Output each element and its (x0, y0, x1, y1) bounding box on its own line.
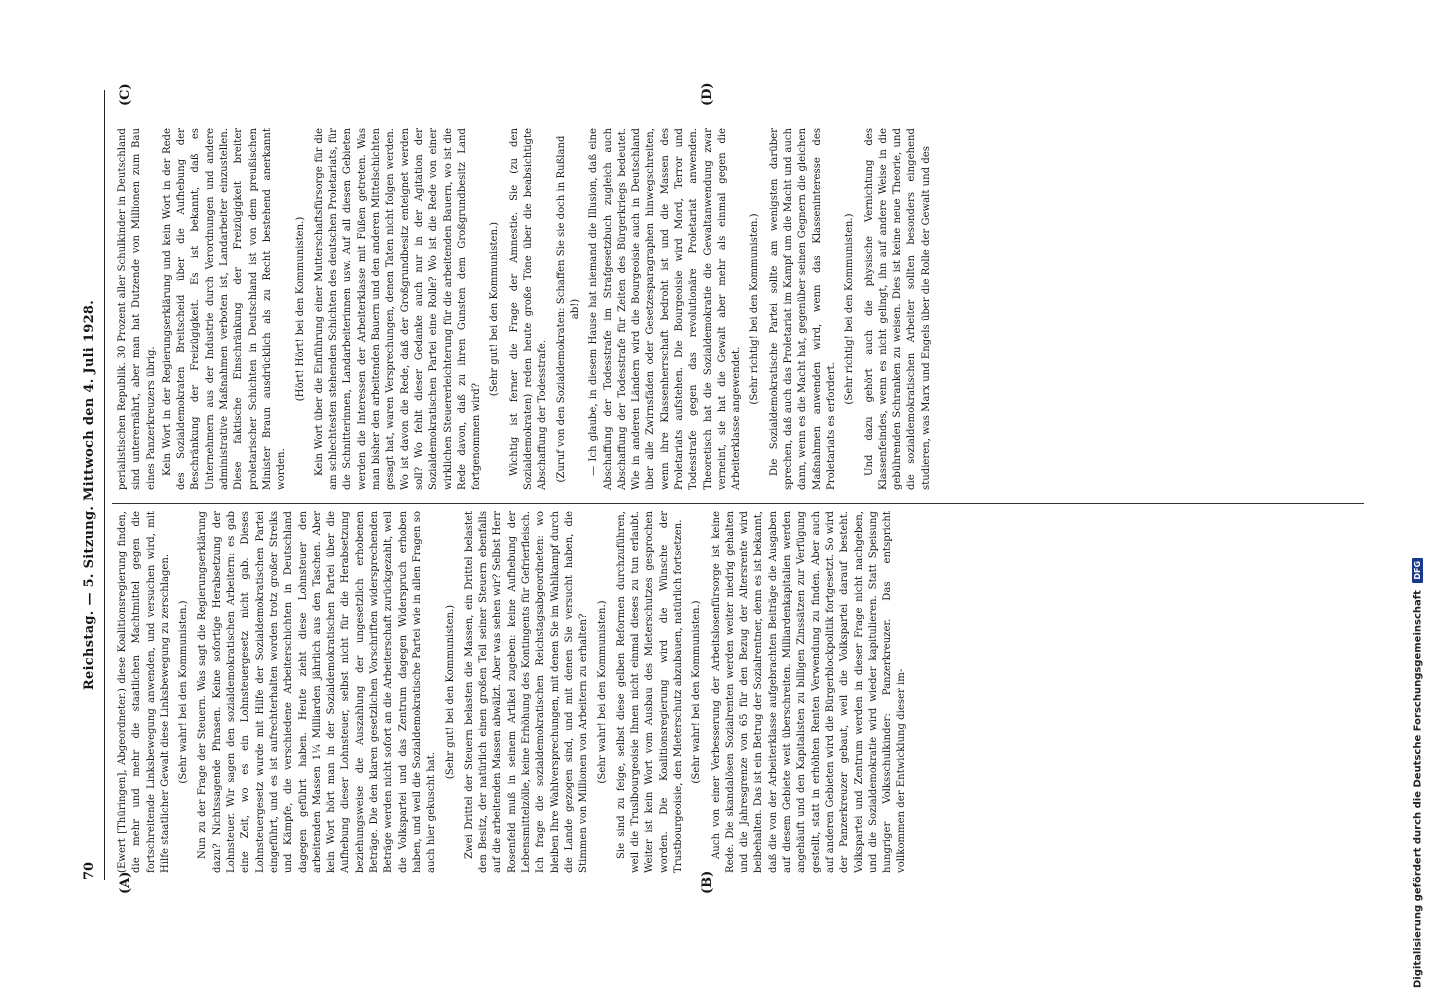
paragraph: Und dazu gehört auch die physische Vernichtung des Klassenfeindes, wenn es nicht gelingt, ihn auf andere Weise in die gebührenden Schranken zu weisen. Dies ist keine neue Theorie, und die sozialdemokratischen Arbeiter sollten besonders eingehend studieren, was Marx und Engels über die Rolle der Gewalt und des (863, 128, 932, 490)
paragraph: Auch von einer Verbesserung der Arbeitslosenfürsorge ist keine Rede. Die skandalösen Sozialrenten werden weiter niedrig gehalten und die Jahresgrenze von 65 für den Bezug der Altersrente wird beibehalten. Das ist ein Betrug der Sozialrentner, denn es ist bekannt, daß die von der Arbeiterklasse aufgebrachten Beiträge die Ausgaben auf diesem Gebiete weit überschreiten. Milliardenkapitalien werden angehäuft und den Kapitalisten zu billigen Zinssätzen zur Verfügung gestellt, statt in erhöhten Renten Verwendung zu finden. Aber auch auf anderen Gebieten wird die Bürgerblockpolitik fortgesetzt. So wird der Panzerkreuzer gebaut, weil die Volkspartei darauf besteht. Volkspartei und Zentrum werden in dieser Frage nicht nachgeben, und die Sozialdemokratie wird wieder kapitulieren. Statt Speisung hungriger Volksschulkinder: Panzerkreuzer. Das entspricht vollkommen der Entwicklung dieser im- (710, 511, 908, 873)
interjection: (Sehr wahr! bei den Kommunisten.) (178, 600, 190, 784)
paragraph: Kein Wort in der Regierungserklärung und kein Wort in der Rede des Sozialdemokraten Breitscheid über die Aufhebung der Beschränkung der Freizügigkeit. Es ist bekannt, daß es Unternehmern aus der Industrie durch Verordnungen und andere administrative Maßnahmen verboten ist, Landarbeiter einzustellen. Diese faktische Einschränkung der Freizügigkeit breiter proletarischer Schichten in Deutschland ist von dem preußischen Minister Braun ausdrücklich als zu Recht bestehend anerkannt worden. (161, 128, 288, 490)
left-column (116, 511, 1366, 873)
paragraph: Zwei Drittel der Steuern belasten die Massen, ein Drittel belastet den Besitz, der natürlich einen großen Teil seiner Steuern ebenfalls auf die arbeitenden Massen abwälzt. Aber was sehen wir? Selbst Herr Rosenfeld muß in seinem Artikel zugeben: keine Aufhebung der Lebensmittelzölle, keine Erhöhung des Kontingents für Gefrierfleisch. Ich frage die sozialdemokratischen Reichstagsabgeordneten: wo bleiben Ihre Wahlversprechungen, mit denen Sie im Wahlkampf durch die Lande gezogen sind, und mit denen Sie versucht haben, die Stimmen von Millionen von Arbeitern zu erhalten? (463, 511, 590, 873)
paragraph: Sie sind zu feige, selbst diese gelben Reformen durchzuführen, weil die Truslbourgeoisie Ihnen nicht einmal dieses zu tun erlaubt. Weiter ist kein Wort vom Ausbau des Mieterschutzes gesprochen worden. Die Koalitionsregierung wird die Wünsche der Trustbourgeoisie, den Mieterschutz abzubauen, natürlich fortsetzen. (615, 511, 684, 873)
interjection: (Zuruf von den Sozialdemokraten: Schaffen Sie sie doch in Rußland ab!) (555, 135, 581, 483)
page-title: Reichstag. — 5. Sitzung. Mittwoch den 4. Juli 1928. (82, 299, 97, 691)
page-header (82, 110, 106, 880)
paragraph: Kein Wort über die Einführung einer Mutterschaftsfürsorge für die am schlechtesten stehenden Schichten des deutschen Proletariats, für die Schnitterinnen, Landarbeiterinnen usw. Auf all diesen Gebieten werden die Interessen der Arbeiterklasse mit Füßen getreten. Was man bisher den arbeitenden Bauern und den anderen Mittelschichten gesagt hat, waren Versprechungen, denen Taten nicht folgen werden. Wo ist davon die Rede, daß der Großgrundbesitz enteignet werden soll? Wo fehlt dieser Gedanke auch nur in der Agitation der Sozialdemokratischen Partei eine Rolle? Wo ist die Rede von einer wirklichen Steuererleichterung für die arbeitenden Bauern, wo ist die Rede davon, daß zu ihren Gunsten dem Großgrundbesitz Land fortgenommen wird? (313, 128, 483, 490)
paragraph: perialistischen Republik. 30 Prozent aller Schulkinder in Deutschland sind unterernährt, aber man hat Dutzende von Millionen zum Bau eines Panzerkreuzers übrig. (117, 128, 157, 490)
right-column (116, 128, 1366, 490)
dfg-logo-icon: DFG (1412, 558, 1423, 583)
interjection: (Sehr richtig! bei den Kommunisten.) (844, 213, 856, 405)
interjection: (Sehr gut! bei den Kommunisten.) (489, 221, 501, 397)
paragraph: Nun zu der Frage der Steuern. Was sagt die Regierungserklärung dazu? Nichtssagende Phrasen. Keine sofortige Herabsetzung der Lohnsteuer. Wir sagen den sozialdemokratischen Arbeitern: es gab eine Zeit, wo es ein Lohnsteuergesetz nicht gab. Dieses Lohnsteuergesetz wurde mit Hilfe der Sozialdemokratischen Partei eingeführt, und es ist aufrechterhalten worden trotz großer Streiks und Kämpfe, die verschiedene Arbeiterschichten in Deutschland dagegen geführt haben. Heute zieht diese Lohnsteuer den arbeitenden Massen 1¼ Milliarden jährlich aus den Taschen. Aber kein Wort hört man in der Sozialdemokratischen Partei über die Aufhebung dieser Lohnsteuer, selbst nicht für die Herabsetzung beziehungsweise die Auszahlung der ungesetzlich erhobenen Beträge. Die den klaren gesetzlichen Vorschriften widersprechenden Beträge werden nicht sofort an die Arbeiterschaft zurückgezahlt, weil die Volkspartei und das Zentrum dagegen Widerspruch erhoben haben, und weil die Sozialdemokratische Partei wie in allen Fragen so auch hier gekuscht hat. (197, 511, 438, 873)
column-divider (112, 503, 1364, 504)
margin-mark-d: (D) (700, 82, 715, 106)
credit-text: Digitalisierung gefördert durch die Deutsche Forschungsgemeinschaft (1412, 590, 1424, 988)
margin-mark-a: (A) (118, 871, 133, 894)
margin-mark-c: (C) (118, 83, 133, 106)
interjection: (Sehr wahr! bei den Kommunisten.) (691, 600, 703, 784)
page-number: 70 (82, 861, 97, 880)
digitization-credit (1412, 558, 1424, 988)
paragraph: (Ewert [Thüringen], Abgeordneter.) diese Koalitionsregierung finden, die mehr und mehr die staatlichen Machtmittel gegen die fortschreitende Linksbewegung anwenden, und versuchen wird, mit Hilfe staatlicher Gewalt diese Linksbewegung zu zerschlagen. (117, 511, 171, 873)
interjection: (Sehr gut! bei den Kommunisten.) (444, 604, 456, 780)
interjection: (Sehr wahr! bei den Kommunisten.) (596, 600, 608, 784)
paragraph: — Ich glaube, in diesem Hause hat niemand die Illusion, daß eine Abschaffung der Todesstrafe im Strafgesetzbuch zugleich auch Abschaffung der Todesstrafe für Zeiten des Bürgerkriegs bedeutet. Wie in anderen Ländern wird die Bourgeoisie auch in Deutschland über alle Zwirnsfäden oder Gesetzesparagraphen hinwegschreiten, wenn ihre Klassenherrschaft bedroht ist und die Massen des Proletariats aufstehen. Die Bourgeoisie wird Mord, Terror und Todesstrafe gegen das revolutionäre Proletariat anwenden. Theoretisch hat die Sozialdemokratie die Gewaltanwendung zwar verneint, sie hat die Gewalt aber mehr als einmal gegen die Arbeiterklasse angewendet. (588, 128, 743, 490)
paragraph: Die Sozialdemokratische Partei sollte am wenigsten darüber sprechen, daß auch das Proletariat im Kampf um die Macht und auch dann, wenn es die Macht hat, gegenüber seinen Gegnern die gleichen Maßnahmen anwenden wird, wenn das Klasseninteresse des Proletariats es erfordert. (768, 128, 837, 490)
header-rule (104, 90, 105, 880)
interjection: (Hört! Hört! bei den Kommunisten.) (294, 216, 306, 402)
interjection: (Sehr richtig! bei den Kommunisten.) (749, 213, 761, 405)
paragraph: Wichtig ist ferner die Frage der Amnestie. Sie (zu den Sozialdemokraten) reden heute große Töne über die beabsichtigte Abschaffung der Todesstrafe. (508, 128, 549, 490)
margin-mark-b: (B) (700, 870, 715, 894)
